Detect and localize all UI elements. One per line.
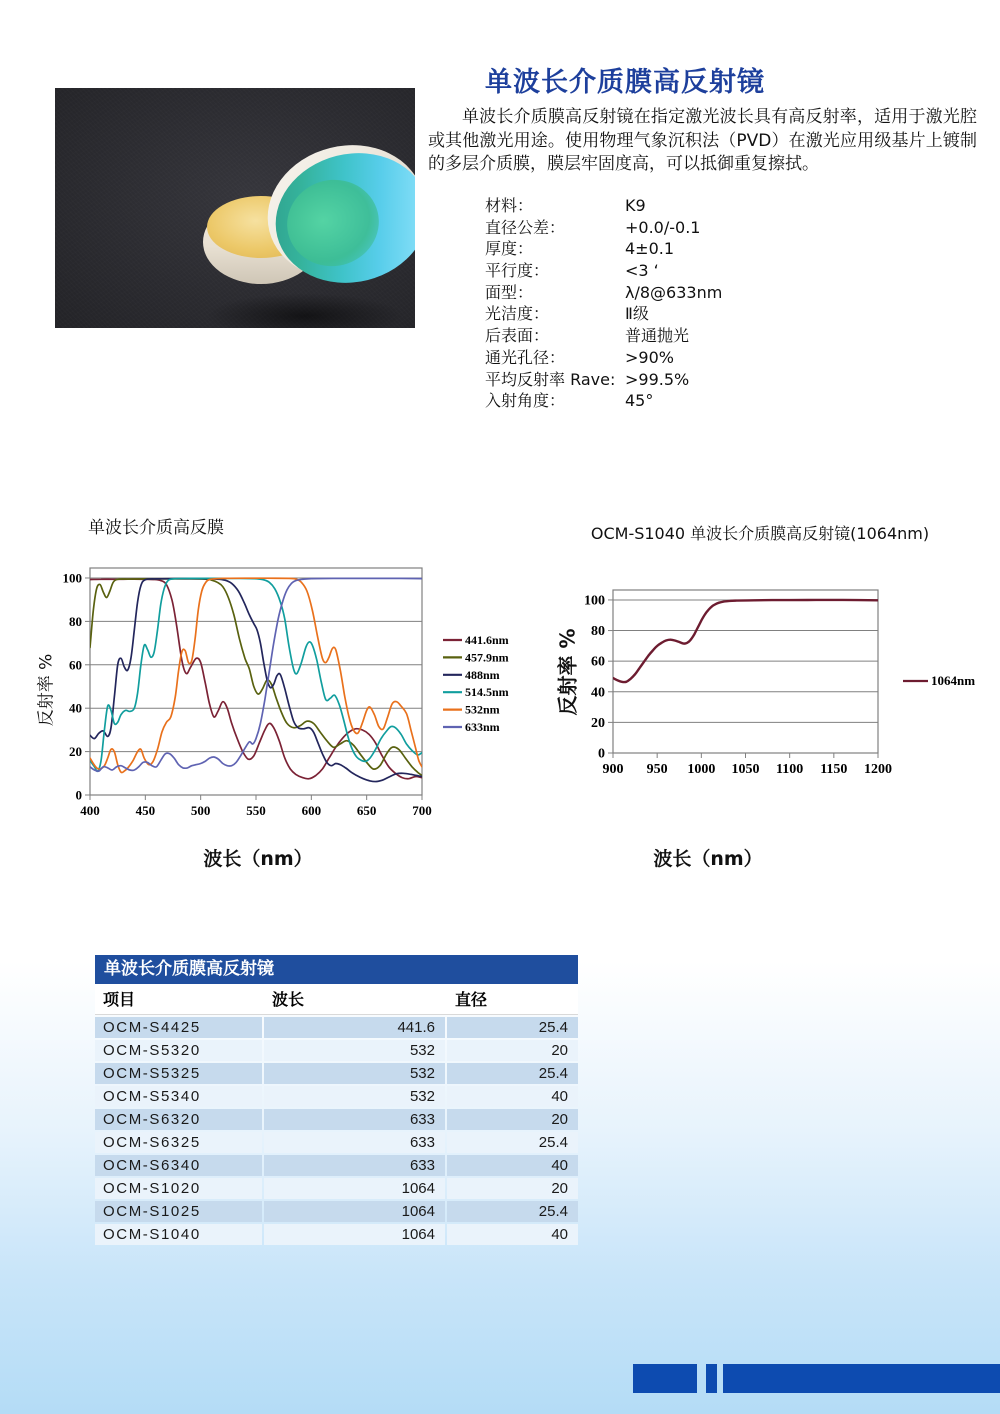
table-row [95,1155,578,1176]
wavelength-value: 532 [264,1040,445,1061]
table-title: 单波长介质膜高反射镜 [95,955,578,984]
legend-label-532nm: 532nm [465,702,500,717]
spec-value: λ/8@633nm [625,282,723,302]
x-tick-label: 1200 [864,762,892,777]
y-tick-label: 100 [62,570,82,586]
spec-row-1 [485,217,905,239]
x-tick-label: 700 [412,803,432,818]
reflectance-chart-multiline [0,560,540,884]
right-chart-x-axis-label: 波长（nm） [653,848,763,870]
spec-value: 45° [625,391,654,411]
column-header-1: 波长 [272,990,305,1009]
y-tick-label: 60 [69,657,82,673]
diameter-value: 40 [447,1086,578,1107]
wavelength-value: 633 [264,1109,445,1130]
left-chart-title: 单波长介质高反膜 [88,518,224,538]
diameter-value: 25.4 [447,1201,578,1222]
product-photo [55,88,415,328]
spec-row-8 [485,369,905,391]
x-tick-label: 450 [135,803,156,818]
spec-label: 平行度： [485,261,550,281]
x-tick-label: 1000 [687,762,716,777]
table-row [95,1086,578,1107]
table-row [95,1109,578,1130]
spec-value: Ⅱ级 [625,304,649,324]
table-row [95,1201,578,1222]
y-tick-label: 0 [598,746,605,762]
table-row [95,1017,578,1038]
spec-label: 入射角度： [485,391,566,411]
diameter-value: 20 [447,1109,578,1130]
table-row [95,1178,578,1199]
diameter-value: 25.4 [447,1017,578,1038]
table-row [95,1132,578,1153]
spec-row-9 [485,390,905,412]
wavelength-value: 1064 [264,1201,445,1222]
left-chart-y-axis-label: 反射率 % [36,653,57,727]
y-tick-label: 0 [75,787,82,803]
product-table [95,955,578,1245]
x-tick-label: 1050 [731,762,760,777]
right-chart-title: OCM-S1040 单波长介质膜高反射镜(1064nm) [590,524,930,543]
column-header-0: 项目 [103,990,136,1009]
spec-row-2 [485,238,905,260]
spec-row-3 [485,260,905,282]
chart-canvas-1 [540,560,1000,880]
spec-row-5 [485,303,905,325]
spec-label: 面型： [485,282,534,302]
x-tick-label: 400 [80,803,100,818]
diameter-value: 40 [447,1155,578,1176]
item-code: OCM-S5325 [95,1063,262,1084]
spec-label: 光洁度： [485,304,550,324]
x-tick-label: 550 [246,803,266,818]
diameter-value: 40 [447,1224,578,1245]
spec-label: 通光孔径： [485,347,566,367]
y-tick-label: 20 [591,715,605,731]
legend-label-488nm: 488nm [465,667,500,682]
item-code: OCM-S5340 [95,1086,262,1107]
column-header-2: 直径 [455,990,488,1009]
spec-label: 材料： [485,196,534,215]
item-code: OCM-S5320 [95,1040,262,1061]
y-tick-label: 100 [584,593,605,609]
legend-label-1064nm: 1064nm [931,673,976,688]
legend-label-457.9nm: 457.9nm [465,650,509,665]
y-tick-label: 80 [591,624,605,640]
spec-value: >90% [625,347,674,367]
wavelength-value: 633 [264,1155,445,1176]
y-tick-label: 20 [69,744,82,760]
item-code: OCM-S1020 [95,1178,262,1199]
intro-paragraph: 单波长介质膜高反射镜在指定激光波长具有高反射率，适用于激光腔或其他激光用途。使用物理气象沉积法（PVD）在激光应用级基片上镀制的多层介质膜，膜层牢固度高，可以抵御重复擦拭。 [428,107,977,174]
spec-row-4 [485,282,905,304]
spec-row-0 [485,195,905,217]
x-tick-label: 1100 [776,762,804,777]
item-code: OCM-S1025 [95,1201,262,1222]
y-tick-label: 60 [591,654,605,670]
spec-value: >99.5% [625,369,690,389]
item-code: OCM-S1040 [95,1224,262,1245]
legend-label-633nm: 633nm [465,720,500,734]
table-header-row [95,984,578,1015]
diameter-value: 20 [447,1040,578,1061]
spec-row-6 [485,325,905,347]
x-tick-label: 1150 [820,762,848,777]
footer-bar-segment-3 [723,1364,1000,1393]
spec-label: 厚度： [485,239,534,259]
wavelength-value: 633 [264,1132,445,1153]
spec-label: 后表面： [485,326,550,346]
footer-bar-segment-1 [633,1364,697,1393]
item-code: OCM-S4425 [95,1017,262,1038]
wavelength-value: 1064 [264,1224,445,1245]
spec-value: +0.0/-0.1 [625,217,701,237]
spec-label: 平均反射率 Rave: [485,369,616,389]
wavelength-value: 441.6 [264,1017,445,1038]
table-row [95,1063,578,1084]
item-code: OCM-S6320 [95,1109,262,1130]
x-tick-label: 650 [356,803,377,818]
footer-bar-segment-2 [706,1364,717,1393]
x-tick-label: 900 [602,762,624,777]
x-tick-label: 950 [646,762,668,777]
spec-label: 直径公差： [485,217,566,237]
left-chart-x-axis-label: 波长（nm） [203,848,313,870]
table-row [95,1040,578,1061]
diameter-value: 20 [447,1178,578,1199]
item-code: OCM-S6325 [95,1132,262,1153]
diameter-value: 25.4 [447,1132,578,1153]
wavelength-value: 532 [264,1063,445,1084]
diameter-value: 25.4 [447,1063,578,1084]
spec-value: K9 [625,196,646,215]
x-tick-label: 600 [301,803,322,818]
chart-canvas-0 [0,560,540,880]
spec-row-7 [485,347,905,369]
spec-value: 普通抛光 [625,326,690,346]
spec-value: 4±0.1 [625,239,675,259]
reflectance-chart-1064nm [540,560,1000,884]
table-row [95,1224,578,1245]
page-title: 单波长介质膜高反射镜 [485,67,765,98]
item-code: OCM-S6340 [95,1155,262,1176]
legend-label-441.6nm: 441.6nm [465,633,509,647]
wavelength-value: 532 [264,1086,445,1107]
y-tick-label: 40 [591,685,605,701]
right-chart-y-axis-label: 反射率 % [555,628,580,716]
x-tick-label: 500 [190,803,211,818]
wavelength-value: 1064 [264,1178,445,1199]
y-tick-label: 40 [69,700,82,716]
spec-list [485,195,905,412]
y-tick-label: 80 [69,613,82,629]
legend-label-514.5nm: 514.5nm [465,685,509,700]
spec-value: <3 ‘ [625,261,659,281]
